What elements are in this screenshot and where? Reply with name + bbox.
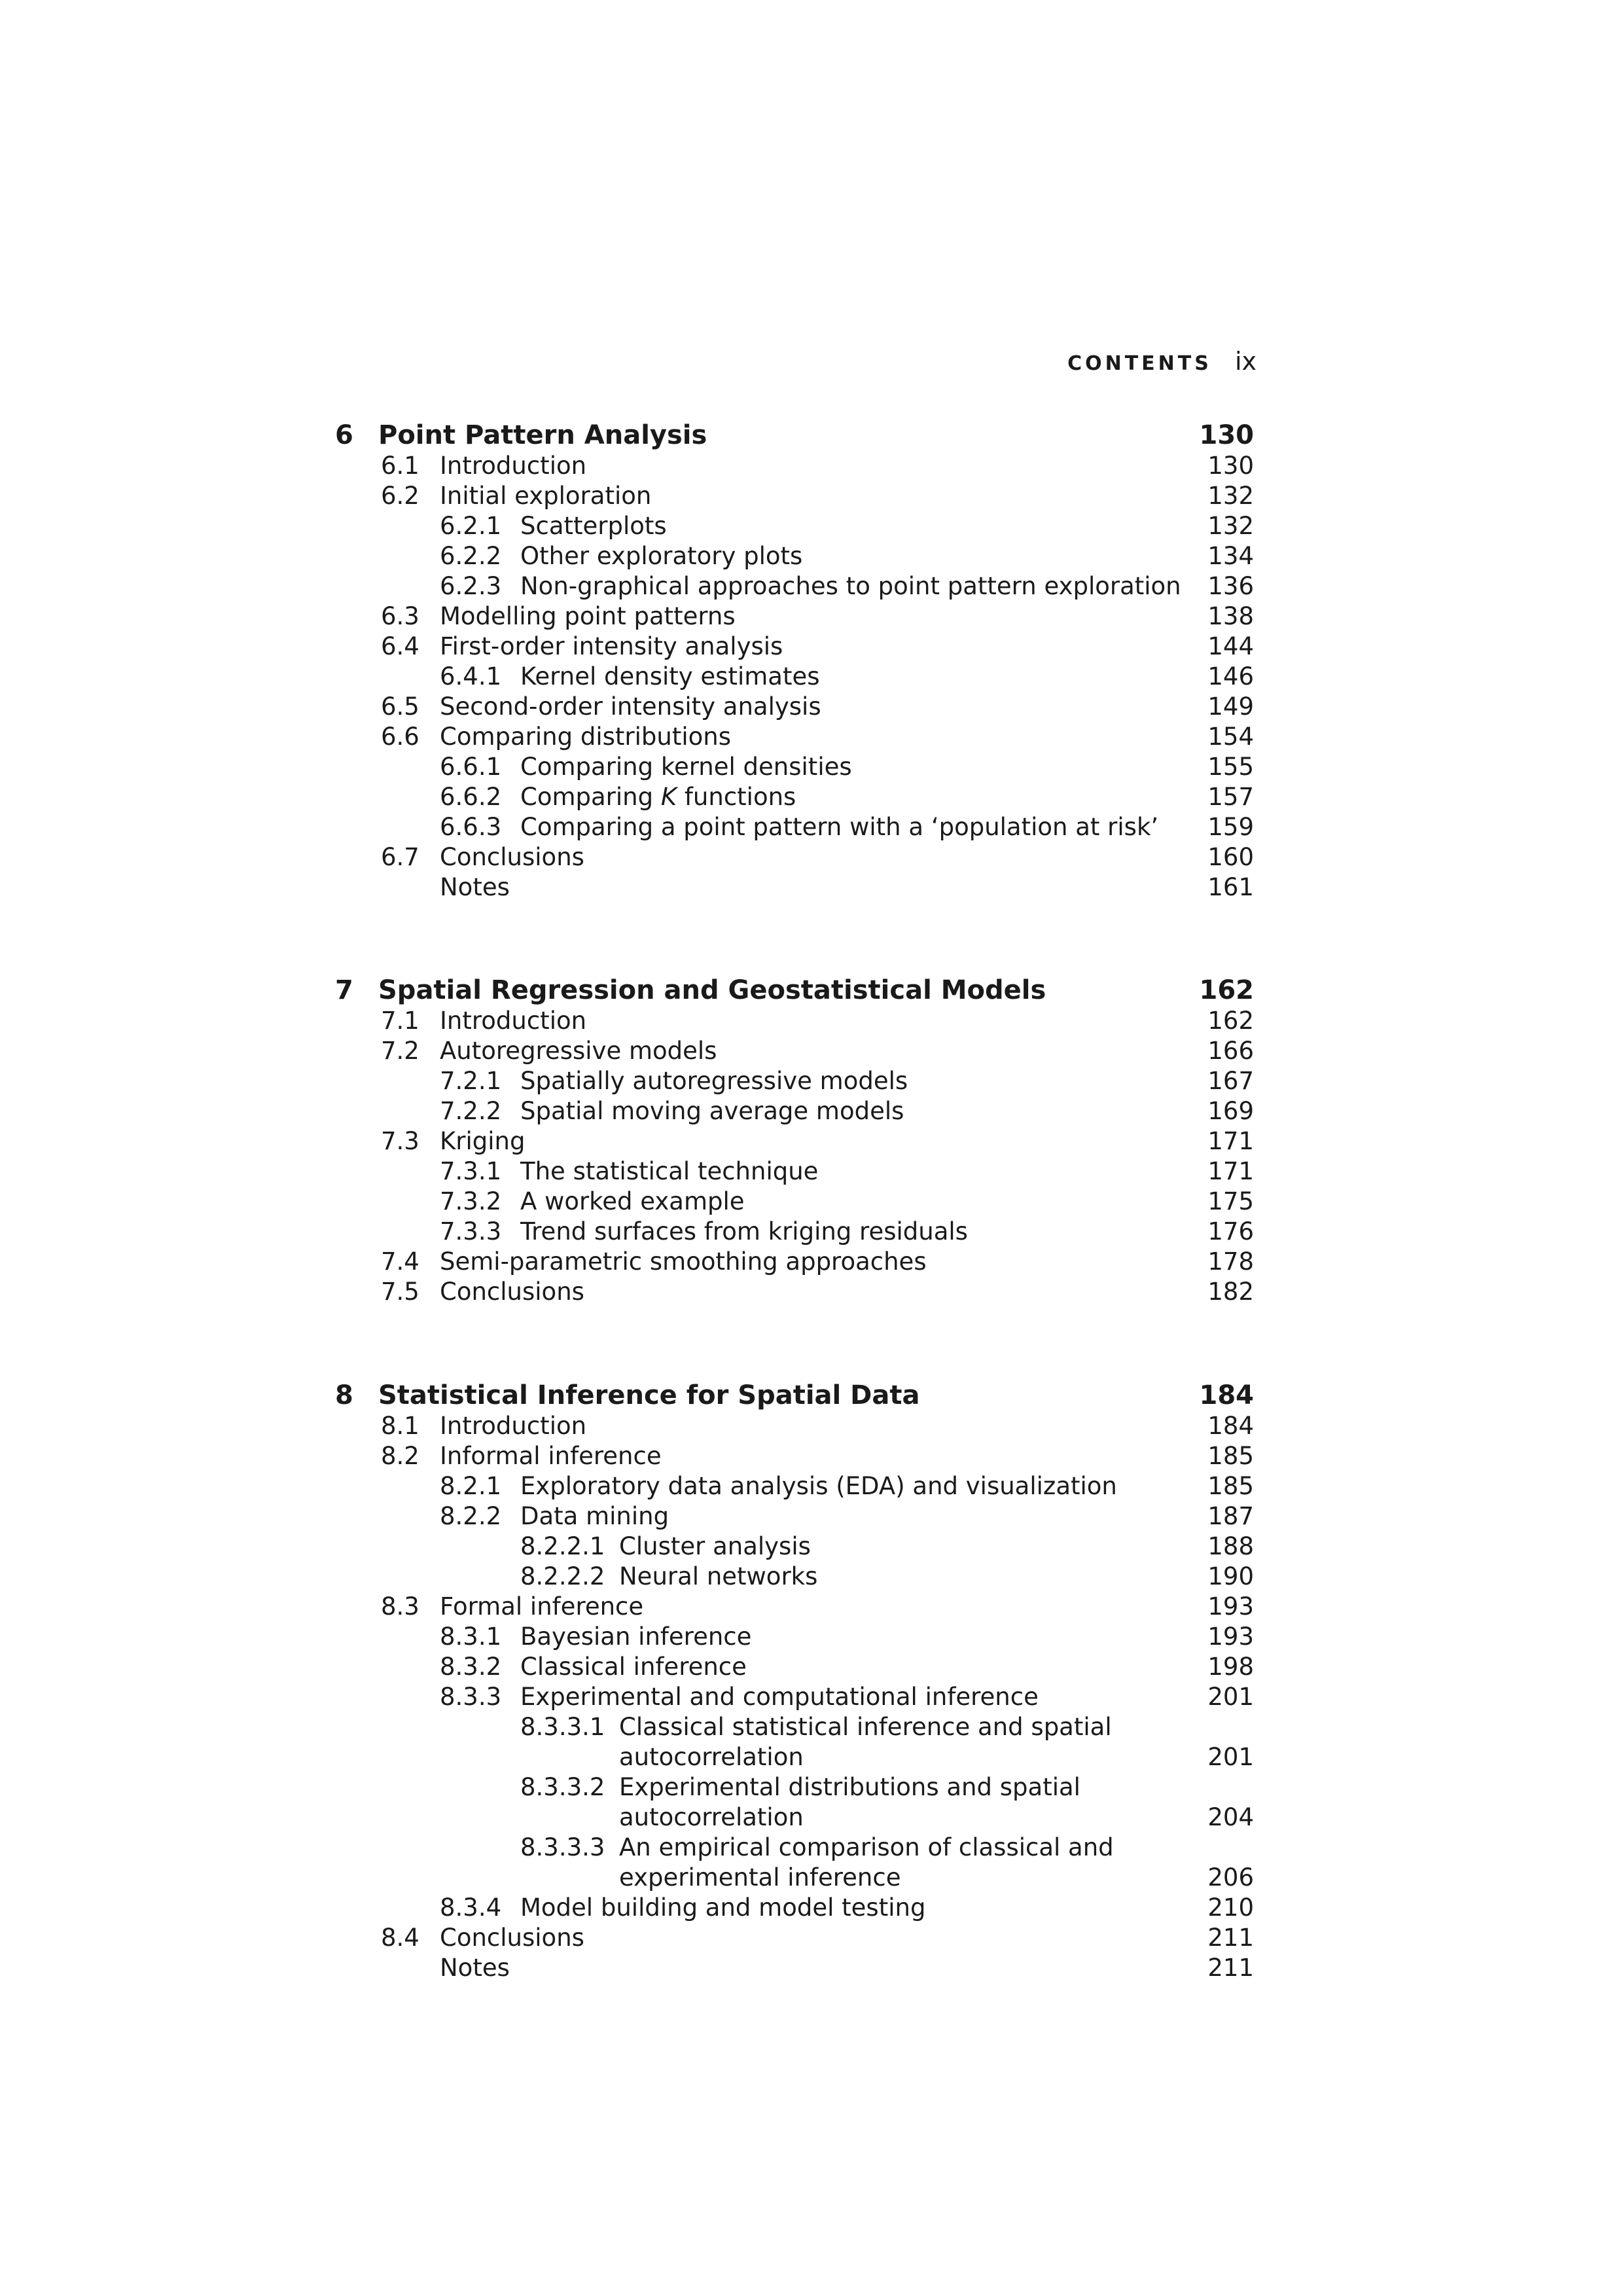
toc-chapter-8[interactable] [0,1379,1623,1414]
subsection-title: Trend surfaces from kriging residuals [520,1217,968,1246]
toc-subsection[interactable] [0,541,1623,574]
section-title: Introduction [440,1007,587,1035]
toc-section[interactable] [0,1441,1623,1474]
page-number: 185 [1207,1472,1254,1500]
toc-section[interactable] [0,1006,1623,1039]
toc-section[interactable] [0,842,1623,875]
section-title: First-order intensity analysis [440,632,783,660]
subsection-number: 6.2.2 [440,542,502,570]
page-number: 167 [1207,1067,1254,1095]
toc-subsection[interactable] [0,571,1623,604]
chapter-number: 6 [335,420,353,450]
subsection-number: 8.3.1 [440,1623,502,1651]
subsection-title: Model building and model testing [520,1893,926,1922]
section-title: Notes [440,873,510,901]
section-title: Conclusions [440,1924,584,1952]
page-number: 134 [1207,542,1254,570]
page-number: 184 [1207,1412,1254,1440]
section-number: 7.3 [381,1127,419,1155]
page-number: 198 [1207,1653,1254,1681]
chapter-number: 7 [335,975,353,1005]
subsection-title: A worked example [520,1187,745,1215]
running-head [0,347,1257,376]
section-title: Modelling point patterns [440,602,736,630]
toc-section[interactable] [0,1126,1623,1159]
page-number: 175 [1207,1187,1254,1215]
toc-subsection[interactable] [0,1471,1623,1504]
subsection-title: Bayesian inference [520,1623,752,1651]
subsection-number: 7.2.2 [440,1097,502,1125]
subsection-title: Exploratory data analysis (EDA) and visualization [520,1472,1117,1500]
page-number: 184 [1199,1380,1254,1410]
page-number: 193 [1207,1623,1254,1651]
title-text: Comparing [520,783,661,811]
section-number: 6.2 [381,482,419,510]
toc-subsubsection-continued[interactable] [0,1863,1623,1895]
subsubsection-title: An empirical comparison of classical and [619,1833,1114,1861]
section-number: 6.7 [381,843,419,871]
toc-subsubsection[interactable] [0,1562,1623,1594]
page-number: 188 [1207,1532,1254,1560]
page-number: 171 [1207,1157,1254,1185]
toc-section[interactable] [0,1411,1623,1444]
subsection-number: 7.3.1 [440,1157,502,1185]
subsubsection-number: 8.2.2.1 [520,1532,605,1560]
subsection-number: 6.6.2 [440,783,502,811]
toc-subsubsection-continued[interactable] [0,1742,1623,1775]
toc-section[interactable] [0,1592,1623,1624]
section-number: 8.1 [381,1412,419,1440]
toc-section[interactable] [0,1036,1623,1069]
subsubsection-title-continued: experimental inference [619,1863,901,1892]
subsubsection-title: Neural networks [619,1562,818,1590]
subsubsection-number: 8.2.2.2 [520,1562,605,1590]
page-number: 201 [1207,1743,1254,1771]
section-title: Comparing distributions [440,723,731,751]
toc-subsection[interactable] [0,1157,1623,1189]
toc-subsubsection[interactable] [0,1772,1623,1805]
page-number: 171 [1207,1127,1254,1155]
toc-subsection[interactable] [0,662,1623,694]
section-number: 6.5 [381,692,419,721]
page-number: 206 [1207,1863,1254,1892]
toc-subsection[interactable] [0,1066,1623,1099]
toc-notes[interactable] [0,872,1623,905]
toc-subsection[interactable] [0,1187,1623,1219]
page-number: 210 [1207,1893,1254,1922]
chapter-title: Point Pattern Analysis [378,420,707,450]
subsection-title: Non-graphical approaches to point pattern exploration [520,572,1181,600]
page-number: 155 [1207,753,1254,781]
toc-section[interactable] [0,601,1623,634]
page-number: 159 [1207,813,1254,841]
running-head-label: CONTENTS [1067,352,1212,375]
toc-subsection[interactable] [0,1622,1623,1655]
section-number: 7.2 [381,1037,419,1065]
subsection-title: Scatterplots [520,512,667,540]
toc-subsection[interactable] [0,511,1623,544]
subsubsection-title: Classical statistical inference and spatial [619,1713,1112,1741]
section-title: Formal inference [440,1592,644,1621]
section-title: Introduction [440,452,587,480]
page-number: 162 [1199,975,1254,1005]
page-number: 149 [1207,692,1254,721]
subsection-title: Classical inference [520,1653,747,1681]
section-number: 6.1 [381,452,419,480]
page-number: 176 [1207,1217,1254,1246]
page-number: 204 [1207,1803,1254,1831]
toc-chapter-6[interactable] [0,419,1623,454]
subsubsection-number: 8.3.3.3 [520,1833,605,1861]
toc-subsubsection-continued[interactable] [0,1803,1623,1835]
subsubsection-title-continued: autocorrelation [619,1743,804,1771]
toc-subsubsection[interactable] [0,1712,1623,1745]
subsection-number: 8.3.2 [440,1653,502,1681]
page-number: 187 [1207,1502,1254,1530]
page-number: 178 [1207,1247,1254,1276]
subsection-title: Other exploratory plots [520,542,803,570]
toc-section[interactable] [0,1277,1623,1310]
page-number: 160 [1207,843,1254,871]
section-number: 6.3 [381,602,419,630]
subsection-title: Data mining [520,1502,669,1530]
section-title: Notes [440,1954,510,1982]
section-title: Autoregressive models [440,1037,717,1065]
toc-subsubsection[interactable] [0,1833,1623,1865]
toc-subsection[interactable] [0,1501,1623,1534]
page-number: 166 [1207,1037,1254,1065]
toc-section[interactable] [0,692,1623,725]
page-number: 185 [1207,1442,1254,1470]
toc-subsection[interactable] [0,1096,1623,1129]
page-number: 211 [1207,1924,1254,1952]
page-number: 193 [1207,1592,1254,1621]
subsection-title: Spatial moving average models [520,1097,904,1125]
subsection-number: 8.2.1 [440,1472,502,1500]
subsection-number: 6.2.3 [440,572,502,600]
subsubsection-title: Experimental distributions and spatial [619,1773,1080,1801]
page-number: 144 [1207,632,1254,660]
page-number: 157 [1207,783,1254,811]
section-number: 8.3 [381,1592,419,1621]
subsection-title: Spatially autoregressive models [520,1067,908,1095]
chapter-title: Spatial Regression and Geostatistical Models [378,975,1046,1005]
section-number: 6.6 [381,723,419,751]
section-title: Conclusions [440,843,584,871]
title-italic: K [660,783,677,811]
page-number: 132 [1207,512,1254,540]
toc-section[interactable] [0,1247,1623,1280]
page-number: 132 [1207,482,1254,510]
subsection-number: 7.2.1 [440,1067,502,1095]
page-number: 154 [1207,723,1254,751]
subsection-title: Comparing kernel densities [520,753,852,781]
section-title: Introduction [440,1412,587,1440]
subsection-number: 6.6.3 [440,813,502,841]
toc-subsection[interactable] [0,752,1623,785]
subsection-title: Kernel density estimates [520,662,820,691]
subsection-number: 8.2.2 [440,1502,502,1530]
page-number: 161 [1207,873,1254,901]
page-number: 201 [1207,1683,1254,1711]
section-number: 7.4 [381,1247,419,1276]
toc-subsection[interactable] [0,1652,1623,1685]
page-number: 190 [1207,1562,1254,1590]
page-number: 169 [1207,1097,1254,1125]
section-title: Informal inference [440,1442,662,1470]
subsection-title: Comparing a point pattern with a ‘population at risk’ [520,813,1159,841]
subsection-number: 7.3.2 [440,1187,502,1215]
toc-section[interactable] [0,451,1623,484]
subsubsection-number: 8.3.3.1 [520,1713,605,1741]
section-number: 8.2 [381,1442,419,1470]
subsection-number: 6.2.1 [440,512,502,540]
section-title: Kriging [440,1127,526,1155]
subsection-number: 8.3.3 [440,1683,502,1711]
subsection-number: 8.3.4 [440,1893,502,1922]
toc-section[interactable] [0,722,1623,755]
section-number: 6.4 [381,632,419,660]
toc-section[interactable] [0,632,1623,664]
page-number: 146 [1207,662,1254,691]
page-folio: ix [1234,347,1257,376]
section-number: 8.4 [381,1924,419,1952]
chapter-number: 8 [335,1380,353,1410]
toc-subsection[interactable] [0,782,1623,815]
subsubsection-title: Cluster analysis [619,1532,811,1560]
toc-subsection[interactable] [0,812,1623,845]
section-number: 7.5 [381,1278,419,1306]
toc-subsection[interactable] [0,1893,1623,1926]
section-title: Conclusions [440,1278,584,1306]
page-number: 130 [1207,452,1254,480]
subsection-number: 6.6.1 [440,753,502,781]
toc-chapter-7[interactable] [0,974,1623,1009]
toc-subsubsection[interactable] [0,1532,1623,1564]
page-number: 182 [1207,1278,1254,1306]
section-number: 7.1 [381,1007,419,1035]
title-text: functions [677,783,796,811]
toc-subsection[interactable] [0,1682,1623,1715]
section-title: Semi-parametric smoothing approaches [440,1247,927,1276]
page-number: 138 [1207,602,1254,630]
section-title: Initial exploration [440,482,652,510]
subsection-number: 7.3.3 [440,1217,502,1246]
toc-section[interactable] [0,481,1623,514]
section-title: Second-order intensity analysis [440,692,821,721]
page-number: 130 [1199,420,1254,450]
subsubsection-number: 8.3.3.2 [520,1773,605,1801]
page-number: 211 [1207,1954,1254,1982]
page-number: 162 [1207,1007,1254,1035]
toc-section[interactable] [0,1923,1623,1956]
toc-notes[interactable] [0,1953,1623,1986]
subsection-title: Experimental and computational inference [520,1683,1039,1711]
chapter-title: Statistical Inference for Spatial Data [378,1380,920,1410]
subsection-title [520,782,796,812]
subsection-title: The statistical technique [520,1157,819,1185]
subsubsection-title-continued: autocorrelation [619,1803,804,1831]
toc-subsection[interactable] [0,1217,1623,1249]
subsection-number: 6.4.1 [440,662,502,691]
page-number: 136 [1207,572,1254,600]
